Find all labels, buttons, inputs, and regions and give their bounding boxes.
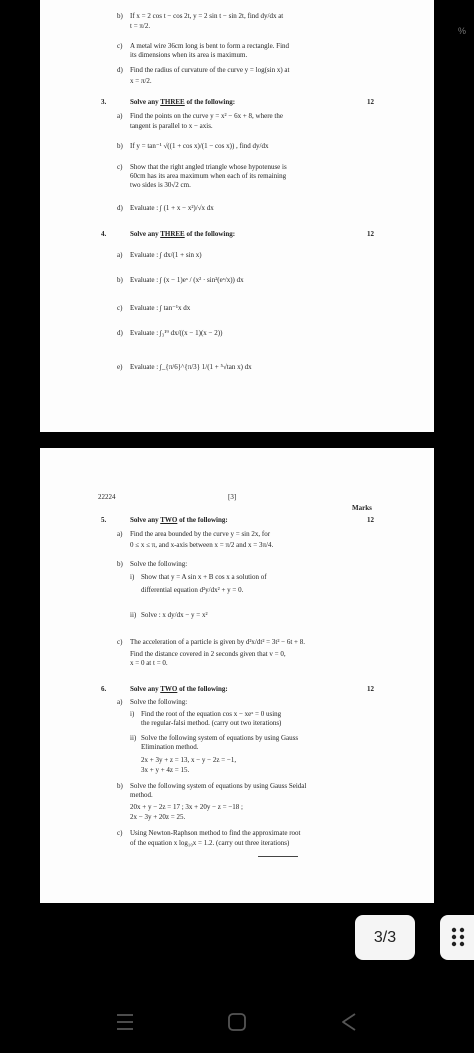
question-marks: 12 [367, 516, 374, 524]
side-indicator: % [458, 26, 467, 36]
question-text: Evaluate : ∫ dx/(1 + sin x) [130, 251, 202, 259]
equation: 2x − 3y + 20z = 25. [130, 813, 186, 821]
item-label: b) [117, 560, 123, 568]
question-heading: Solve any THREE of the following: [130, 98, 236, 106]
question-text: A metal wire 36cm long is bent to form a rectangle. Find [130, 42, 290, 50]
question-text: Show that the right angled triangle whose hypotenuse is [130, 163, 287, 171]
question-text: If x = 2 cos t − cos 2t, y = 2 sin t − sin 2t, find dy/dx at [130, 12, 284, 20]
back-icon[interactable] [340, 1012, 358, 1032]
question-text: Solve : x dy/dx − y = x² [141, 611, 208, 619]
item-label: c) [117, 163, 123, 171]
question-heading: Solve any TWO of the following: [130, 516, 228, 524]
item-label: c) [117, 829, 123, 837]
question-text: Find the distance covered in 2 seconds given that v = 0, [130, 650, 286, 658]
question-text: Solve the following system of equations by using Gauss Seidal [130, 782, 307, 790]
question-text: If y = tan⁻¹ √((1 + cos x)/(1 − cos x)) , find dy/dx [130, 142, 269, 150]
item-label: c) [117, 304, 123, 312]
question-text: its dimensions when its area is maximum. [130, 51, 248, 59]
question-heading: Solve any THREE of the following: [130, 230, 236, 238]
sub-item-label: i) [130, 573, 135, 581]
item-label: a) [117, 251, 123, 259]
question-text: two sides is 30√2 cm. [130, 181, 191, 189]
paper-code: 22224 [98, 493, 116, 501]
sub-item-label: ii) [130, 611, 137, 619]
equation: 2x + 3y + z = 13, x − y − 2z = −1, [141, 756, 237, 764]
question-text: Find the points on the curve y = x² − 6x + 8, where the [130, 112, 283, 120]
question-text: Using Newton-Raphson method to find the approximate root [130, 829, 301, 837]
item-label: c) [117, 638, 123, 646]
question-text: x = 0 at t = 0. [130, 659, 168, 667]
sub-item-label: i) [130, 710, 135, 718]
question-text: method. [130, 791, 153, 799]
home-icon[interactable] [227, 1012, 247, 1032]
question-text: Evaluate : ∫ (x − 1)eˣ / (x² · sin²(eˣ/x)) dx [130, 276, 244, 284]
question-marks: 12 [367, 685, 374, 693]
question-number: 4. [101, 230, 107, 238]
item-label: b) [117, 12, 123, 20]
page-indicator: 3/3 [355, 915, 415, 960]
item-label: c) [117, 42, 123, 50]
equation: 3x + y + 4z = 15. [141, 766, 190, 774]
recent-apps-icon[interactable] [115, 1013, 135, 1031]
item-label: b) [117, 782, 123, 790]
marks-label: Marks [352, 504, 372, 512]
question-heading: Solve any TWO of the following: [130, 685, 228, 693]
system-navigation-bar [0, 995, 474, 1053]
question-text: Find the radius of curvature of the curve y = log(sin x) at [130, 66, 290, 74]
more-options-button[interactable] [440, 915, 474, 960]
page-number: [3] [228, 493, 237, 501]
question-text: Elimination method. [141, 743, 199, 751]
question-text: Solve the following: [130, 560, 188, 568]
item-label: d) [117, 66, 123, 74]
question-text: Find the area bounded by the curve y = sin 2x, for [130, 530, 271, 538]
question-text: Evaluate : ∫₃¹⁹ dx/((x − 1)(x − 2)) [130, 329, 223, 337]
question-text: differential equation d²y/dx² + y = 0. [141, 586, 244, 594]
question-number: 3. [101, 98, 107, 106]
question-text: 60cm has its area maximum when each of its remaining [130, 172, 287, 180]
question-number: 6. [101, 685, 107, 693]
question-text: Evaluate : ∫ tan⁻¹x dx [130, 304, 191, 312]
question-text: x = π/2. [130, 77, 152, 85]
question-text: tangent is parallel to x − axis. [130, 122, 213, 130]
item-label: d) [117, 204, 123, 212]
question-text: Evaluate : ∫ (1 + x − x²)/√x dx [130, 204, 214, 212]
item-label: a) [117, 112, 123, 120]
document-page [40, 448, 434, 903]
question-marks: 12 [367, 230, 374, 238]
question-text: of the equation x log₁₀x = 1.2. (carry out three iterations) [130, 839, 290, 847]
end-rule [258, 856, 298, 857]
sub-item-label: ii) [130, 734, 137, 742]
question-text: Find the root of the equation cos x − xeˣ = 0 using [141, 710, 282, 718]
question-text: Show that y = A sin x + B cos x a solution of [141, 573, 267, 581]
question-number: 5. [101, 516, 107, 524]
question-text: Solve the following system of equations by using Gauss [141, 734, 299, 742]
equation: 20x + y − 2z = 17 ; 3x + 20y − z = −18 ; [130, 803, 243, 811]
item-label: b) [117, 142, 123, 150]
question-text: Evaluate : ∫_{π/6}^{π/3} 1/(1 + ⁵√tan x) dx [130, 363, 252, 371]
question-text: Solve the following: [130, 698, 188, 706]
question-text: 0 ≤ x ≤ π, and x-axis between x = π/2 and x = 3π/4. [130, 541, 274, 549]
question-text: the regular-falsi method. (carry out two iterations) [141, 719, 282, 727]
document-page [40, 0, 434, 432]
item-label: e) [117, 363, 123, 371]
grid-dots-icon [451, 927, 465, 947]
item-label: a) [117, 530, 123, 538]
item-label: b) [117, 276, 123, 284]
question-text: t = π/2. [130, 22, 151, 30]
question-marks: 12 [367, 98, 374, 106]
question-text: The acceleration of a particle is given by d²x/dt² = 3t² − 6t + 8. [130, 638, 306, 646]
item-label: d) [117, 329, 123, 337]
item-label: a) [117, 698, 123, 706]
